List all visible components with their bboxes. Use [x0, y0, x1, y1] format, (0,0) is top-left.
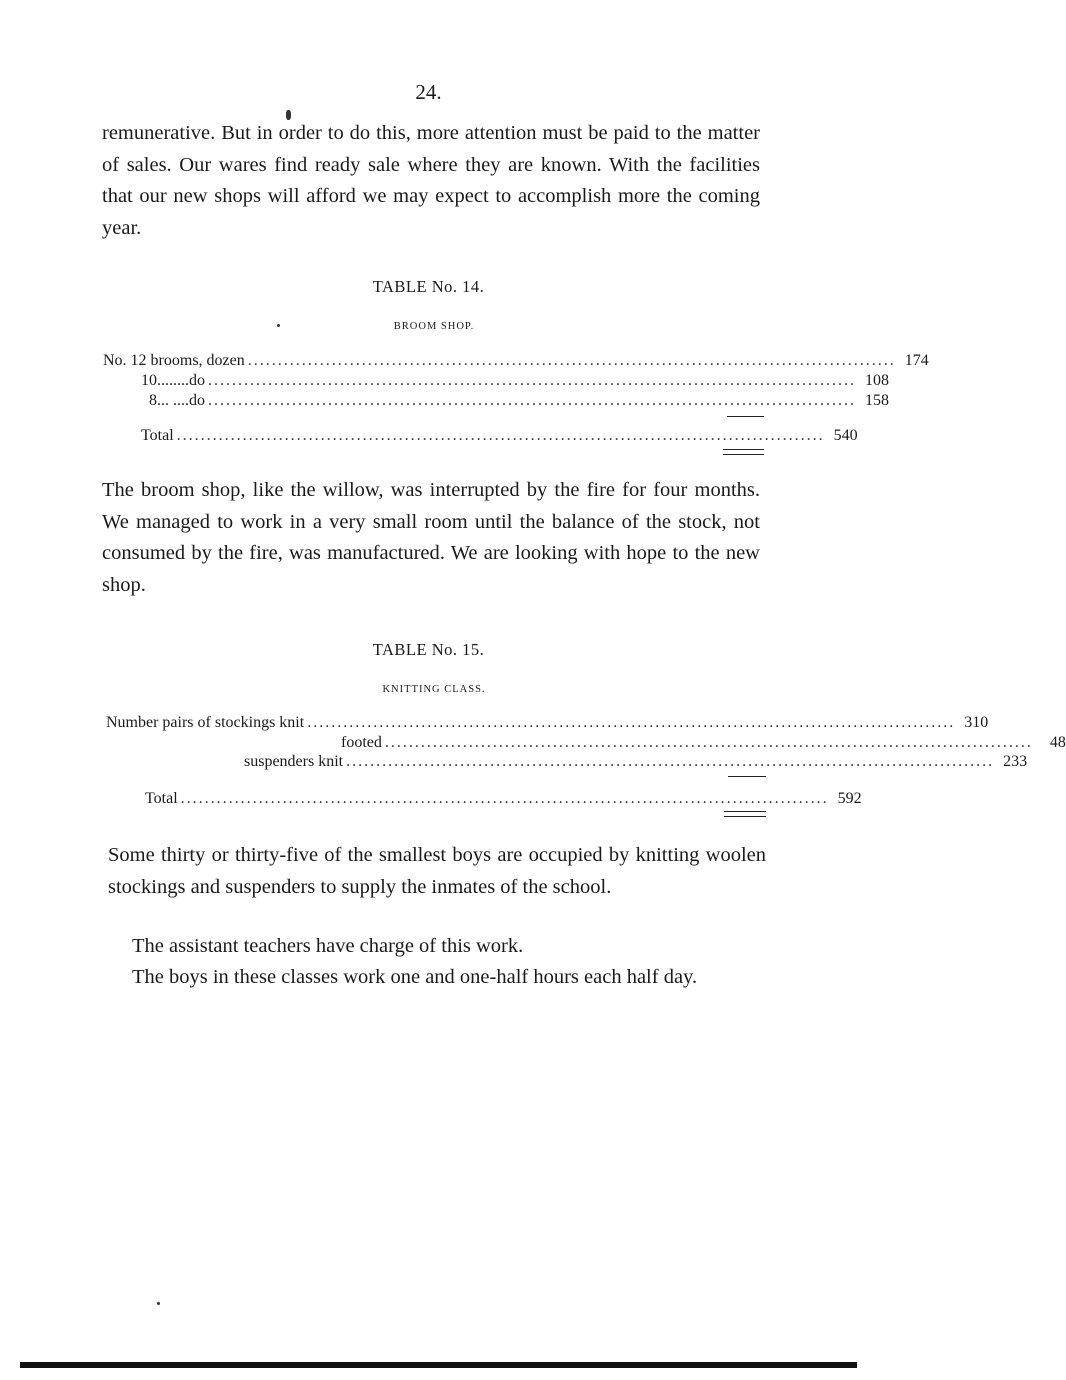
sum-rule: [727, 416, 764, 417]
sum-rule: [728, 776, 766, 777]
row-value: 158: [865, 392, 889, 409]
leader-dots: ............................................................................................................: [346, 753, 995, 770]
row-value: 174: [904, 352, 929, 369]
total-label: Total: [145, 790, 178, 807]
table-15-subtitle: KNITTING CLASS.: [382, 684, 486, 695]
table-15-row: [244, 753, 1028, 773]
ink-speck: [277, 324, 280, 327]
leader-dots: ............................................................................................................: [180, 790, 829, 807]
table-14-row: [149, 392, 889, 412]
total-value: 540: [833, 427, 858, 444]
ink-speck: [157, 1302, 160, 1305]
table-14-title: TABLE No. 14.: [372, 277, 485, 296]
leader-dots: ............................................................................................................: [176, 427, 825, 444]
table-15-row: [106, 714, 989, 734]
table-14-row: [103, 352, 929, 372]
row-label: 10........do: [141, 372, 205, 389]
row-value: 310: [964, 714, 989, 731]
total-label: Total: [141, 427, 174, 444]
row-value: 108: [865, 372, 889, 389]
paragraph-knitting: Some thirty or thirty-five of the smallest boys are occupied by knitting woolen stockings and suspenders to supply the inmates of the school.: [108, 844, 766, 898]
row-label: footed: [341, 734, 382, 751]
paragraph-teachers: The assistant teachers have charge of this work.: [132, 935, 524, 957]
paragraph-broom-shop: The broom shop, like the willow, was interrupted by the fire for four months. We managed to work in a very small room until the balance of the stock, not consumed by the fire, was manufactured. We are looking with hope to the new shop.: [102, 479, 760, 596]
row-label: Number pairs of stockings knit: [106, 714, 305, 731]
total-double-rule-bottom: [724, 816, 766, 817]
paragraph-intro: remunerative. But in order to do this, more attention must be paid to the matter of sales. Our wares find ready sale where they are known. With the facilities that our new shops will afford we may expect to accomplish more the coming year.: [102, 122, 760, 239]
row-label: No. 12 brooms, dozen: [103, 352, 245, 369]
table-14-row: [141, 372, 889, 392]
table-15-title: TABLE No. 15.: [372, 640, 485, 659]
page-number: 24.: [415, 80, 442, 104]
scan-edge-bar: [20, 1362, 857, 1368]
total-value: 592: [837, 790, 862, 807]
leader-dots: ............................................................................................................: [208, 392, 856, 409]
table-14-subtitle: BROOM SHOP.: [393, 321, 475, 332]
row-label: 8... ....do: [149, 392, 205, 409]
ink-speck: [286, 110, 291, 120]
leader-dots: ............................................................................................................: [247, 352, 896, 369]
total-double-rule-bottom: [723, 454, 764, 455]
leader-dots: ............................................................................................................: [208, 372, 856, 389]
row-value: 233: [1003, 753, 1028, 770]
leader-dots: ............................................................................................................: [384, 734, 1033, 751]
paragraph-hours: The boys in these classes work one and one-half hours each half day.: [132, 966, 698, 988]
table-14-total-row: [141, 427, 858, 447]
leader-dots: ............................................................................................................: [307, 714, 956, 731]
total-double-rule-top: [723, 449, 764, 450]
row-value: 48: [1049, 734, 1066, 751]
table-15-row: [341, 734, 1066, 754]
table-15-total-row: [145, 790, 862, 810]
total-double-rule-top: [724, 811, 766, 812]
row-label: suspenders knit: [244, 753, 344, 770]
